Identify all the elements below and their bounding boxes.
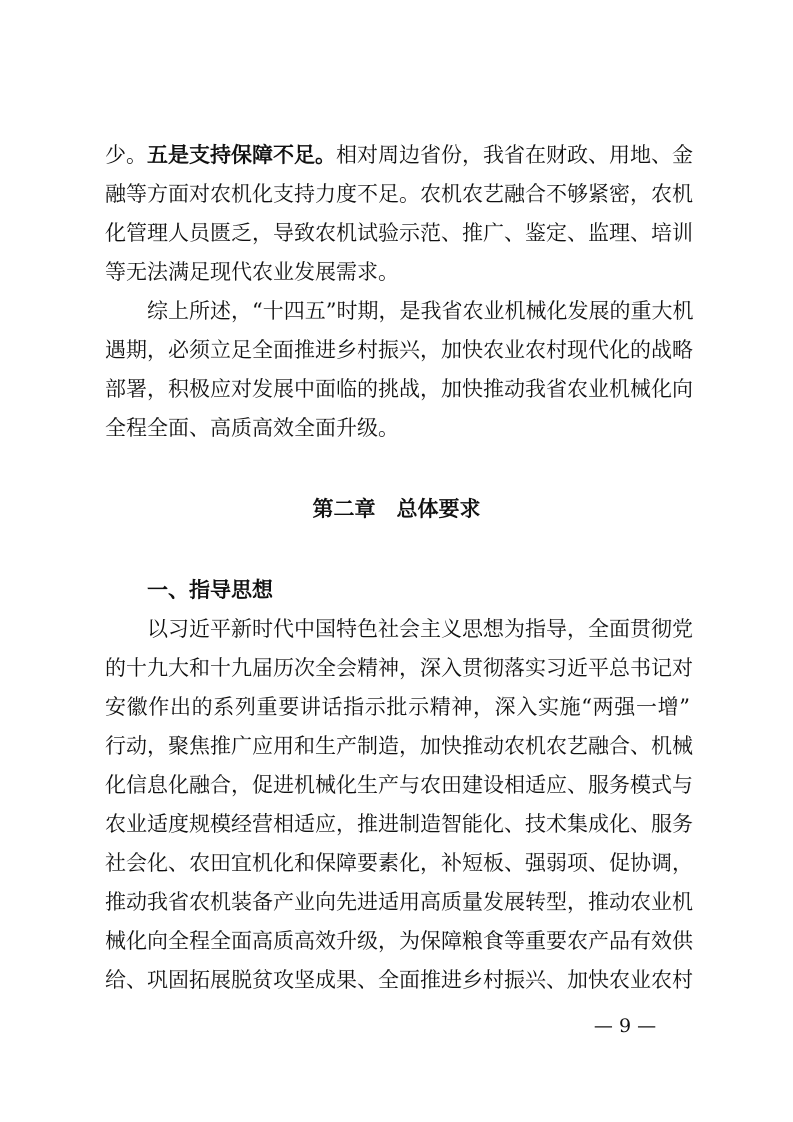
text-run: 少。 [105, 143, 147, 167]
paragraph-line: 部署，积极应对发展中面临的挑战，加快推动我省农业机械化向 [105, 377, 693, 401]
paragraph-line [105, 143, 693, 167]
page-number: — 9 — [593, 1015, 657, 1037]
paragraph-line: 化信息化融合，促进机械化生产与农田建设相适应、服务模式与 [105, 773, 693, 797]
bold-lead-in: 五是支持保障不足。 [147, 143, 336, 167]
paragraph-line: 以习近平新时代中国特色社会主义思想为指导，全面贯彻党 [147, 617, 693, 641]
chapter-heading: 第二章 总体要求 [312, 497, 481, 521]
paragraph-line: 等无法满足现代农业发展需求。 [105, 260, 399, 284]
paragraph-line: 农业适度规模经营相适应，推进制造智能化、技术集成化、服务 [105, 812, 693, 836]
text-run: 相对周边省份，我省在财政、用地、金 [336, 143, 693, 167]
paragraph-line: 融等方面对农机化支持力度不足。农机农艺融合不够紧密，农机 [105, 182, 693, 206]
paragraph-line: 遇期，必须立足全面推进乡村振兴，加快农业农村现代化的战略 [105, 338, 693, 362]
section-heading: 一、指导思想 [147, 578, 273, 602]
paragraph-line: 化管理人员匮乏，导致农机试验示范、推广、鉴定、监理、培训 [105, 221, 693, 245]
paragraph-line: 械化向全程全面高质高效升级，为保障粮食等重要农产品有效供 [105, 929, 693, 953]
paragraph-line: 综上所述，“十四五”时期，是我省农业机械化发展的重大机 [147, 299, 694, 323]
paragraph-line: 给、巩固拓展脱贫攻坚成果、全面推进乡村振兴、加快农业农村 [105, 968, 693, 992]
paragraph-line: 全程全面、高质高效全面升级。 [105, 416, 399, 440]
paragraph-line: 的十九大和十九届历次全会精神，深入贯彻落实习近平总书记对 [105, 656, 693, 680]
paragraph-line: 行动，聚焦推广应用和生产制造，加快推动农机农艺融合、机械 [105, 734, 693, 758]
paragraph-line: 安徽作出的系列重要讲话指示批示精神，深入实施“两强一增” [105, 695, 690, 719]
paragraph-line: 推动我省农机装备产业向先进适用高质量发展转型，推动农业机 [105, 890, 693, 914]
paragraph-line: 社会化、农田宜机化和保障要素化，补短板、强弱项、促协调， [105, 851, 693, 875]
